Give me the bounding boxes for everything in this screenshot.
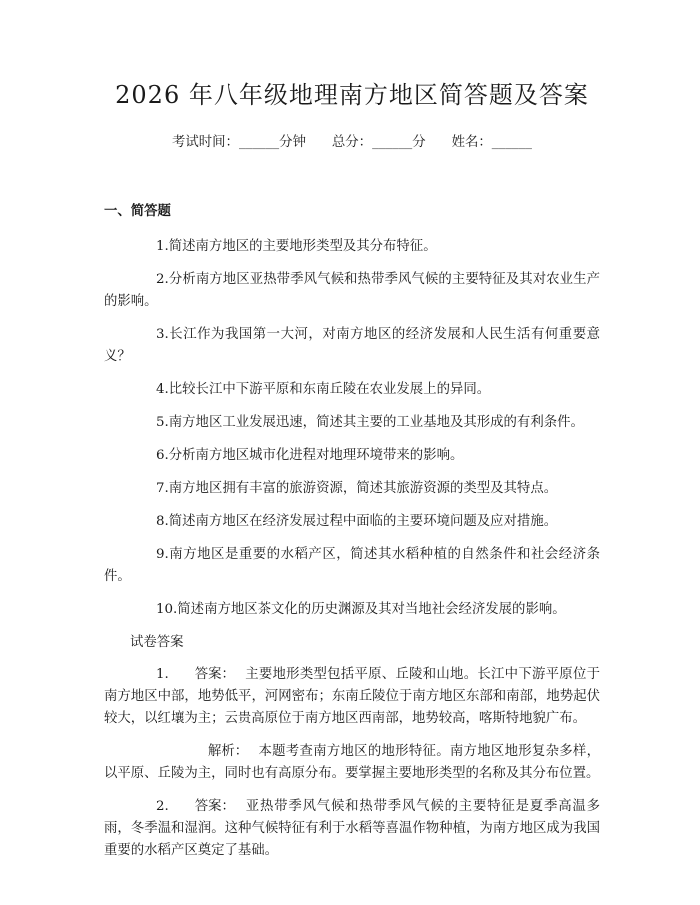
total-score-label: 总分：______分 bbox=[331, 135, 426, 150]
student-name-label: 姓名：______ bbox=[451, 135, 532, 150]
question-text: 简述南方地区在经济发展过程中面临的主要环境问题及应对措施。 bbox=[168, 514, 558, 529]
answer-label: 答案： bbox=[194, 799, 235, 814]
question-list bbox=[104, 236, 600, 621]
section-heading: 一、简答题 bbox=[104, 203, 171, 219]
question-text: 分析南方地区亚热带季风气候和热带季风气候的主要特征及其对农业生产的影响。 bbox=[104, 272, 600, 309]
question-number: 4. bbox=[156, 382, 169, 397]
explanation-text: 本题考查南方地区的地形特征。南方地区地形复杂多样，以平原、丘陵为主，同时也有高原分布。要掌握主要地形类型的名称及其分布位置。 bbox=[104, 744, 600, 781]
page-title: 2026 年八年级地理南方地区简答题及答案 bbox=[115, 81, 589, 109]
question-text: 分析南方地区城市化进程对地理环境带来的影响。 bbox=[168, 448, 464, 463]
answer-label: 答案： bbox=[194, 667, 235, 682]
question-text: 长江作为我国第一大河，对南方地区的经济发展和人民生活有何重要意义？ bbox=[104, 327, 600, 364]
question-text: 南方地区是重要的水稻产区，简述其水稻种植的自然条件和社会经济条件。 bbox=[104, 547, 600, 584]
explanation-label: 解析： bbox=[208, 744, 249, 759]
question-text: 比较长江中下游平原和东南丘陵在农业发展上的异同。 bbox=[168, 382, 491, 397]
answer-list bbox=[104, 664, 600, 862]
question-item bbox=[104, 478, 600, 500]
answer-text: 主要地形类型包括平原、丘陵和山地。长江中下游平原位于南方地区中部，地势低平，河网密布；东南丘陵位于南方地区东部和南部，地势起伏较大，以红壤为主；云贵高原位于南方地区西南部，地势较高，喀斯特地貌广布。 bbox=[104, 667, 600, 726]
question-item bbox=[104, 236, 600, 258]
question-item bbox=[104, 445, 600, 467]
question-text: 简述南方地区茶文化的历史渊源及其对当地社会经济发展的影响。 bbox=[177, 602, 566, 617]
explanation-item bbox=[104, 741, 600, 785]
question-item bbox=[104, 599, 600, 621]
question-text: 南方地区拥有丰富的旅游资源，简述其旅游资源的类型及其特点。 bbox=[168, 481, 558, 496]
answer-text: 亚热带季风气候和热带季风气候的主要特征是夏季高温多雨，冬季温和湿润。这种气候特征有利于水稻等喜温作物种植，为南方地区成为我国重要的水稻产区奠定了基础。 bbox=[104, 799, 600, 858]
question-number: 2. bbox=[156, 272, 169, 287]
answer-item bbox=[104, 664, 600, 730]
answers-heading: 试卷答案 bbox=[130, 635, 184, 650]
question-item bbox=[104, 379, 600, 401]
question-number: 5. bbox=[156, 415, 169, 430]
question-number: 6. bbox=[156, 448, 169, 463]
question-item bbox=[104, 412, 600, 434]
question-number: 8. bbox=[156, 514, 169, 529]
question-text: 南方地区工业发展迅速，简述其主要的工业基地及其形成的有利条件。 bbox=[168, 415, 584, 430]
question-item bbox=[104, 324, 600, 368]
exam-meta bbox=[104, 132, 600, 154]
answer-item bbox=[104, 796, 600, 862]
question-number: 1. bbox=[156, 239, 169, 254]
answer-number: 2. bbox=[156, 799, 169, 814]
exam-time-label: 考试时间：______分钟 bbox=[172, 135, 306, 150]
question-number: 9. bbox=[156, 547, 169, 562]
answer-number: 1. bbox=[156, 667, 169, 682]
question-item bbox=[104, 269, 600, 313]
question-text: 简述南方地区的主要地形类型及其分布特征。 bbox=[168, 239, 437, 254]
question-number: 7. bbox=[156, 481, 169, 496]
question-item bbox=[104, 544, 600, 588]
question-item bbox=[104, 511, 600, 533]
question-number: 3. bbox=[156, 327, 169, 342]
question-number: 10. bbox=[156, 602, 178, 617]
